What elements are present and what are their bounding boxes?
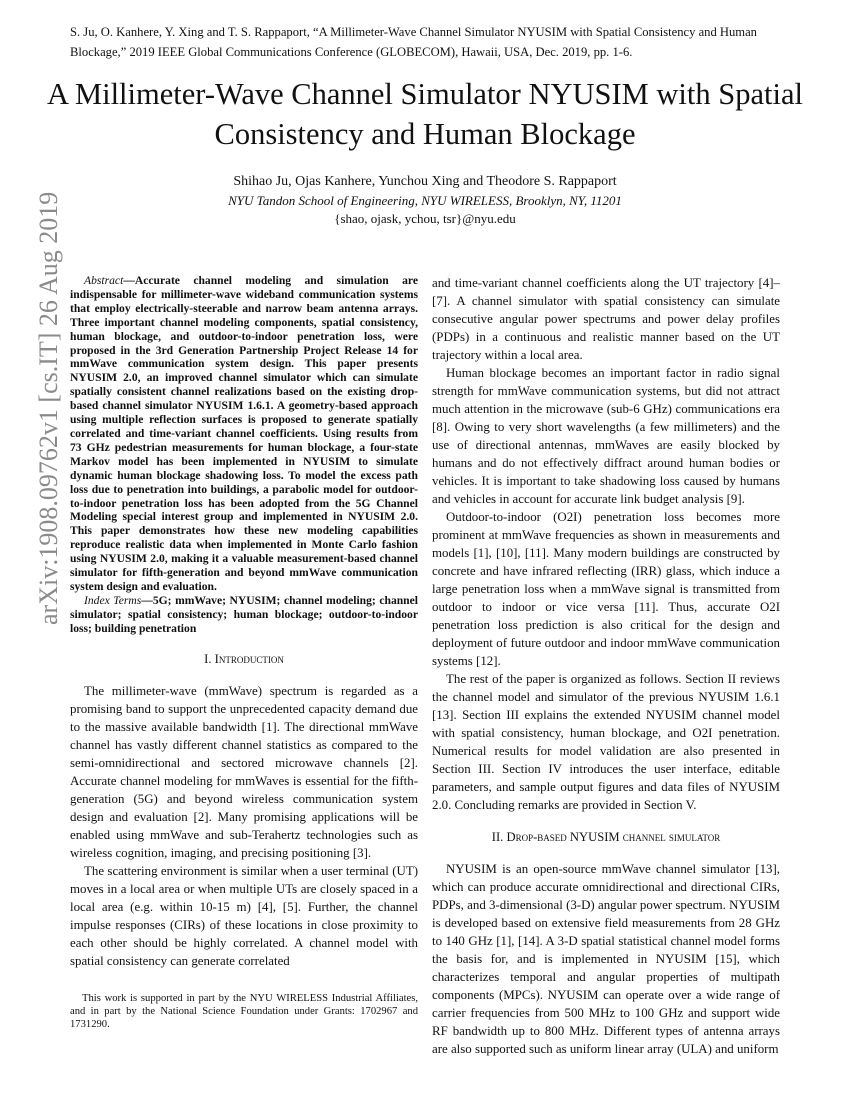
footnote [70, 993, 418, 1031]
paper-title: A Millimeter-Wave Channel Simulator NYUSIM with Spatial Consistency and Human Blockage [47, 77, 803, 151]
author-names: Shihao Ju, Ojas Kanhere, Yunchou Xing and Theodore S. Rappaport [233, 174, 617, 189]
index-terms-paragraph [70, 594, 418, 636]
intro-paragraph-2: The scattering environment is similar when a user terminal (UT) moves in a local area or when multiple UTs are closely spaced in a local area (e.g. within 10-15 m) [4], [5]. Further, the channel impulse responses (CIRs) of these locations in close proximity to each other should be highly correlated. A channel model with spatial consistency can generate correlated [70, 863, 418, 968]
index-terms: —5G; mmWave; NYUSIM; channel modeling; channel simulator; spatial consistency; human blockage; outdoor-to-indoor loss; building penetration [70, 593, 418, 635]
section-heading-drop-based: II. Drop-based NYUSIM channel simulator [491, 830, 721, 844]
intro-paragraph-6: The rest of the paper is organized as follows. Section II reviews the channel model and simulator of the previous NYUSIM 1.6.1 [13]. Section III explains the extended NYUSIM channel model with spatial consistency, human blockage, and O2I penetration. Numerical results for model validation are also presented in Section III. Section IV introduces the user interface, editable parameters, and sample output figures and data files of NYUSIM 2.0. Concluding remarks are provided in Section V. [432, 672, 780, 812]
intro-paragraph-1: The millimeter-wave (mmWave) spectrum is regarded as a promising band to support the unprecedented capacity demand due to the massive available bandwidth [1]. The directional mmWave channel has vastly different channel statistics as compared to the semi-omnidirectional and sectored microwave channels [2]. Accurate channel modeling for mmWaves is essential for the fifth-generation (5G) and beyond wireless communication system design and evaluation [2]. Many promising applications will be enabled using mmWave and sub-Terahertz technologies such as wireless cognition, imaging, and precising positioning [3]. [70, 683, 418, 860]
author-block [60, 172, 790, 228]
author-affiliation: NYU Tandon School of Engineering, NYU WIRELESS, Brooklyn, NY, 11201 [228, 193, 622, 208]
abstract-paragraph [70, 274, 418, 594]
citation-header: S. Ju, O. Kanhere, Y. Xing and T. S. Rappaport, “A Millimeter-Wave Channel Simulator NYUSIM with Spatial Consistency and Human Blockage,” 2019 IEEE Global Communications Conference (GLOBECOM), Hawaii, USA, Dec. 2019, pp. 1-6. [70, 25, 757, 59]
intro-paragraph-5: Outdoor-to-indoor (O2I) penetration loss becomes more prominent at mmWave frequencies as shown in measurements and models [1], [10], [11]. Many modern buildings are constructed by concrete and have infrared reflecting (IRR) glass, which induce a large penetration loss when a mmWave signal is transmitted from outdoor to indoor or vice versa [11]. Thus, accurate O2I penetration loss prediction is also critical for the design and deployment of future outdoor and indoor mmWave communication systems [12]. [432, 510, 780, 668]
abstract-body: —Accurate channel modeling and simulation are indispensable for millimeter-wave wideband communication systems that employ electrically-steerable and narrow beam antenna arrays. Three important channel modeling components, spatial consistency, human blockage, and outdoor-to-indoor penetration loss, were proposed in the 3rd Generation Partnership Project Release 14 for mmWave communication system design. This paper presents NYUSIM 2.0, an improved channel simulator which can simulate spatially consistent channel realizations based on the existing drop-based channel simulator NYUSIM 1.6.1. A geometry-based approach using multiple reflection surfaces is proposed to generate spatially correlated and time-variant channel coefficients. Using results from 73 GHz pedestrian measurements for human blockage, a four-state Markov model has been implemented in NYUSIM to simulate dynamic human blockage shadowing loss. To model the excess path loss due to penetration into buildings, a parabolic model for outdoor-to-indoor penetration loss has been adopted from the 5G Channel Modeling special interest group and implemented in NYUSIM 2.0. This paper demonstrates how these new modeling capabilities reproduce realistic data when implemented in Monte Carlo fashion using NYUSIM 2.0, making it a valuable measurement-based channel simulator for fifth-generation and beyond mmWave communication system design and evaluation. [70, 274, 418, 593]
arxiv-watermark [20, 191, 63, 655]
section2-paragraph-1: NYUSIM is an open-source mmWave channel simulator [13], which can produce accurate omnidirectional and directional CIRs, PDPs, and 3-dimensional (3-D) angular power spectrum. NYUSIM is developed based on extensive field measurements from 28 GHz to 140 GHz [1], [14]. A 3-D spatial statistical channel model forms the basis for, and is implemented in NYUSIM [15], which characterizes temporal and angular properties of multipath components (MPCs). NYUSIM can operate over a wide range of carrier frequencies from 500 MHz to 100 GHz and support wide RF bandwidth up to 800 MHz. Different types of antenna arrays are also supported such as uniform linear array (ULA) and uniform [432, 862, 780, 1056]
intro-paragraph-4: Human blockage becomes an important factor in radio signal strength for mmWave communication systems, but did not attract much attention in the microwave (sub-6 GHz) communications era [8]. Owing to very short wavelengths (a few millimeters) and the use of directional antennas, mmWaves are easily blocked by humans and do not effectively diffract around human bodies or vehicles. It is important to take shadowing loss caused by humans and vehicles in account for accurate link budget analysis [9]. [432, 366, 780, 506]
right-column [432, 274, 780, 1058]
intro-paragraph-3: and time-variant channel coefficients along the UT trajectory [4]–[7]. A channel simulator with spatial consistency can simulate consecutive angular power spectrums and power delay profiles (PDPs) in a continuous and realistic manner based on the UT trajectory within a local area. [432, 276, 780, 362]
arxiv-identifier[interactable]: arXiv:1908.09762v1 [cs.IT] 26 Aug 2019 [34, 191, 63, 625]
footnote-text: This work is supported in part by the NYU WIRELESS Industrial Affiliates, and in part by the National Science Foundation under Grants: 1702967 and 1731290. [70, 993, 418, 1030]
abstract [70, 274, 418, 636]
section-heading-introduction: I. Introduction [204, 651, 284, 666]
abstract-lead: Abstract [84, 274, 124, 287]
index-terms-lead: Index Terms [84, 593, 142, 607]
left-column [70, 274, 418, 970]
author-email: {shao, ojask, ychou, tsr}@nyu.edu [334, 211, 516, 226]
